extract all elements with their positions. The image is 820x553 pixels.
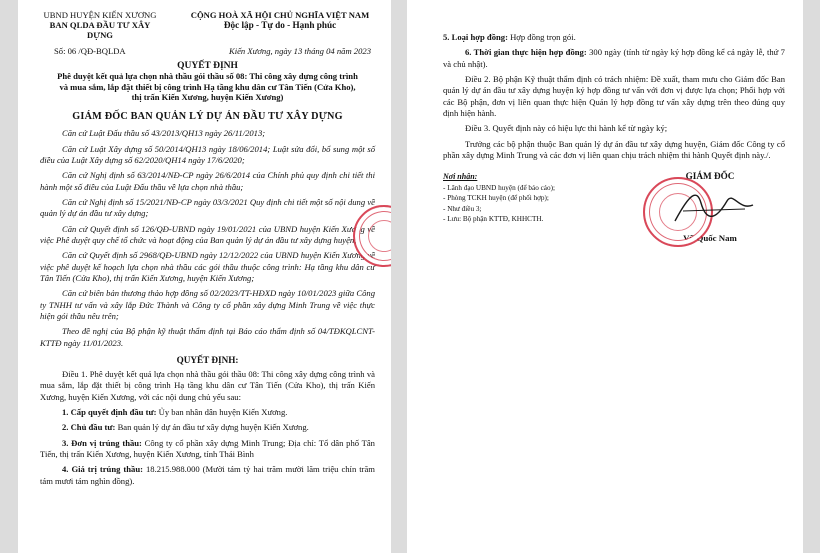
item-label: 1. Cấp quyết định đầu tư: [62, 407, 157, 418]
legal-basis-item: Căn cứ Quyết định số 2968/QĐ-UBND ngày 12/12/2022 của UBND huyện Kiến Xương về việc phê duyệt kế hoạch lựa chọn nhà thầu các gói thầu thuộc công trình: Hạ tầng khu dân cư Tân Tiến (Cửa Kho), thị trấn Kiến Xương, huyện Kiến Xương; [40, 250, 375, 283]
item-label: 3. Đơn vị trúng thầu: [62, 437, 142, 448]
subtitle-line: Phê duyệt kết quả lựa chọn nhà thầu gói thầu số 08: Thi công xây dựng công trình [57, 71, 358, 81]
recipients-heading: Nơi nhận: [443, 172, 478, 182]
legal-basis-item: Căn cứ biên bản thương thảo hợp đồng số 02/2023/TT-HĐXD ngày 10/01/2023 giữa Công ty TNHH tư vấn và xây lắp Đức Thành và Công ty cổ phần xây dựng Minh Trung về việc thực hiện gói thầu nêu trên; [40, 288, 375, 322]
article-1: Điều 1. Phê duyệt kết quả lựa chọn nhà thầu gói thầu 08: Thi công xây dựng công trình và mua sắm, lắp đặt thiết bị công trình Hạ tầng khu dân cư Tân Tiến (Cửa Kho), thị trấn Kiến Xương, huyện Kiến Xương, với các nội dung chủ yếu sau: [40, 369, 375, 402]
recipient-item: - Phòng TCKH huyện (để phối hợp); [443, 194, 549, 203]
recipient-item: - Lưu: Bộ phận KTTĐ, KHHCTH. [443, 215, 544, 224]
signature-block [443, 171, 785, 243]
legal-basis-item: Căn cứ Nghị định số 63/2014/NĐ-CP ngày 26/6/2014 của Chính phủ quy định chi tiết thi hành một số điều của Luật Đấu thầu về lựa chọn nhà thầu; [40, 170, 375, 192]
item-row [40, 422, 375, 433]
org-line-2: BAN QLDA ĐẦU TƯ XÂY DỰNG [49, 20, 151, 40]
document-page-2 [407, 0, 803, 553]
legal-basis-item: Căn cứ Nghị định số 15/2021/NĐ-CP ngày 03/3/2021 Quy định chi tiết một số nội dung về quản lý dự án đầu tư xây dựng; [40, 196, 375, 219]
item-label: 6. Thời gian thực hiện hợp đồng: [465, 47, 587, 58]
item-label: 4. Giá trị trúng thầu: [62, 464, 143, 475]
item-text: 300 ngày (tính từ ngày ký hợp đồng kể cả ngày lễ, thứ 7 và chủ nhật). [443, 47, 785, 69]
signature-area [635, 181, 785, 233]
item-row [40, 438, 375, 461]
item-row [40, 464, 375, 487]
recipients [443, 171, 555, 243]
legal-basis-item: Căn cứ Luật Đấu thầu số 43/2013/QH13 ngày 26/11/2013; [62, 128, 266, 139]
document-header [40, 10, 375, 40]
issuing-organization [40, 10, 160, 40]
closing-paragraph: Trưởng các bộ phận thuộc Ban quản lý dự án đầu tư xây dựng huyện, Giám đốc Công ty cổ phần xây dựng Minh Trung và các đơn vị liên quan chịu trách nhiệm thi hành Quyết định này./. [443, 138, 785, 161]
place-date: Kiến Xương, ngày 13 tháng 04 năm 2023 [229, 46, 371, 56]
document-number: Số: 06 /QĐ-BQLDA [54, 46, 126, 56]
national-motto [185, 10, 375, 40]
decision-title: QUYẾT ĐỊNH [177, 61, 238, 71]
item-text: Công ty cổ phần xây dựng Minh Trung; Địa chỉ: Tổ dân phố Tân Tiến, thị trấn Kiến Xương, huyện Kiến Xương, tỉnh Thái Bình [40, 437, 375, 460]
recipient-item: - Như điều 3; [443, 204, 482, 213]
org-line-1: UBND HUYỆN KIẾN XƯƠNG [43, 10, 157, 20]
decision-subtitle [40, 71, 375, 103]
signer-name: Vũ Quốc Nam [683, 233, 737, 244]
signer-title: GIÁM ĐỐC [685, 171, 735, 182]
item-label: 5. Loại hợp đồng: [443, 32, 508, 42]
legal-basis-item: Căn cứ Quyết định số 126/QĐ-UBND ngày 19/01/2021 của UBND huyện Kiến Xương về việc Phê duyệt quy chế tổ chức và hoạt động của Ban quản lý dự án đầu tư xây dựng huyện; [40, 223, 375, 245]
item-row [40, 407, 375, 418]
recipient-item: - Lãnh đạo UBND huyện (để báo cáo); [443, 184, 555, 193]
legal-basis-item: Căn cứ Luật Xây dựng số 50/2014/QH13 ngày 18/06/2014; Luật sửa đổi, bổ sung một số điều của Luật Xây dựng số 62/2020/QH14 ngày 17/6/2020; [40, 143, 375, 165]
article-3: Điều 3. Quyết định này có hiệu lực thi hành kể từ ngày ký; [465, 123, 668, 134]
item-text: 18.215.988.000 (Mười tám tỷ hai trăm mười lăm triệu chín trăm tám mươi tám nghìn đồng). [40, 464, 375, 486]
item-row [443, 32, 785, 43]
nation-line-2: Độc lập - Tự do - Hạnh phúc [223, 20, 337, 30]
legal-basis-item: Theo đề nghị của Bộ phận kỹ thuật thẩm định tại Báo cáo thẩm định số 04/TĐKQLCNT-KTTĐ ngày 11/01/2023. [40, 326, 375, 348]
document-page-1 [18, 0, 391, 553]
nation-line-1: CỘNG HOÀ XÃ HỘI CHỦ NGHĨA VIỆT NAM [190, 10, 370, 20]
item-text: Hợp đồng trọn gói. [510, 32, 576, 42]
item-label: 2. Chủ đầu tư: [62, 422, 116, 433]
signer [635, 171, 785, 243]
subtitle-line: và mua sắm, lắp đặt thiết bị công trình Hạ tầng khu dân cư Tân Tiến (Cửa Kho), [59, 81, 356, 92]
legal-basis-list [40, 128, 375, 349]
decide-heading: QUYẾT ĐỊNH: [176, 355, 239, 366]
subtitle-line: thị trấn Kiến Xương, huyện Kiến Xương) [131, 92, 284, 103]
article-2: Điều 2. Bộ phận Kỹ thuật thẩm định có trách nhiệm: Đề xuất, tham mưu cho Giám đốc Ban quản lý dự án đầu tư xây dựng huyện ký hợp đồng tư vấn với đơn vị được lựa chọn; Phối hợp với các Bộ phận, đơn vị liên quan thực hiện Quản lý hợp đồng tư vấn xây dựng trên theo đúng quy định hiện hành. [443, 74, 785, 119]
item-text: Ban quản lý dự án đầu tư xây dựng huyện Kiến Xương. [117, 422, 309, 433]
item-row [443, 47, 785, 70]
handwritten-signature [635, 181, 785, 233]
authority-heading: GIÁM ĐỐC BAN QUẢN LÝ DỰ ÁN ĐẦU TƯ XÂY DỰNG [72, 111, 343, 123]
item-text: Ủy ban nhân dân huyện Kiến Xương. [158, 407, 288, 418]
